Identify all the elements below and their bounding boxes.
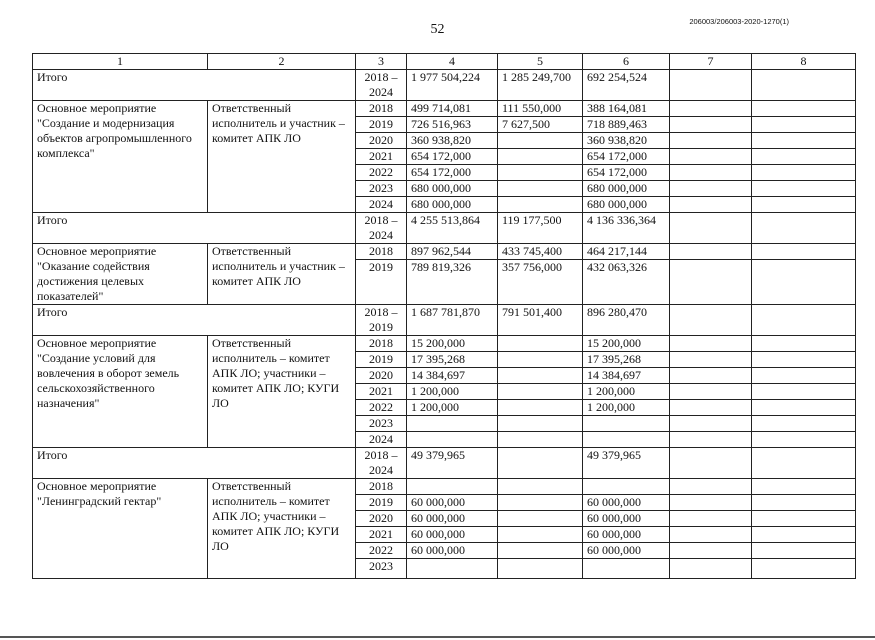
total-col4: 49 379,965 [407,448,498,479]
year-cell: 2018 [356,244,407,260]
total-label: Итого [33,448,356,479]
total-col7 [670,448,752,479]
total-col7 [670,213,752,244]
total-col8 [752,448,856,479]
amount-col5 [498,149,583,165]
amount-col5 [498,495,583,511]
total-col6: 49 379,965 [583,448,670,479]
year-cell: 2022 [356,165,407,181]
amount-col5: 357 756,000 [498,260,583,305]
responsible-party: Ответственный исполнитель и участник – комитет АПК ЛО [208,244,356,305]
amount-col5 [498,368,583,384]
total-col6: 896 280,470 [583,305,670,336]
year-cell: 2020 [356,511,407,527]
amount-col4 [407,416,498,432]
amount-col5 [498,511,583,527]
amount-col7 [670,527,752,543]
year-cell: 2019 [356,260,407,305]
amount-col8 [752,479,856,495]
amount-col5 [498,543,583,559]
amount-col6: 1 200,000 [583,400,670,416]
amount-col5: 7 627,500 [498,117,583,133]
amount-col5: 111 550,000 [498,101,583,117]
amount-col7 [670,416,752,432]
year-cell: 2021 [356,384,407,400]
year-cell: 2021 [356,149,407,165]
amount-col6: 654 172,000 [583,149,670,165]
amount-col7 [670,133,752,149]
amount-col4 [407,559,498,579]
col-header-2: 2 [208,54,356,70]
table-row [33,101,856,117]
amount-col4: 15 200,000 [407,336,498,352]
year-cell: 2018 [356,479,407,495]
amount-col6 [583,416,670,432]
total-col8 [752,305,856,336]
total-years: 2018 – 2019 [356,305,407,336]
amount-col4: 1 200,000 [407,400,498,416]
total-col5: 791 501,400 [498,305,583,336]
total-years: 2018 – 2024 [356,70,407,101]
total-col7 [670,305,752,336]
total-years: 2018 – 2024 [356,448,407,479]
measure-name: Основное мероприятие "Оказание содействия достижения целевых показателей" [33,244,208,305]
amount-col8 [752,527,856,543]
amount-col7 [670,165,752,181]
total-row [33,213,856,244]
responsible-party: Ответственный исполнитель и участник – комитет АПК ЛО [208,101,356,213]
total-col4: 1 687 781,870 [407,305,498,336]
total-col6: 4 136 336,364 [583,213,670,244]
amount-col7 [670,479,752,495]
amount-col8 [752,181,856,197]
year-cell: 2018 [356,101,407,117]
amount-col6: 60 000,000 [583,543,670,559]
amount-col5 [498,400,583,416]
amount-col4: 726 516,963 [407,117,498,133]
col-header-1: 1 [33,54,208,70]
amount-col8 [752,244,856,260]
amount-col8 [752,352,856,368]
amount-col6: 15 200,000 [583,336,670,352]
table-row [33,479,856,495]
year-cell: 2023 [356,416,407,432]
amount-col6: 360 938,820 [583,133,670,149]
amount-col4: 680 000,000 [407,181,498,197]
total-col8 [752,70,856,101]
amount-col4: 1 200,000 [407,384,498,400]
total-col5 [498,448,583,479]
amount-col8 [752,384,856,400]
amount-col6: 654 172,000 [583,165,670,181]
amount-col7 [670,559,752,579]
amount-col6 [583,559,670,579]
amount-col7 [670,149,752,165]
amount-col4: 14 384,697 [407,368,498,384]
amount-col8 [752,416,856,432]
amount-col7 [670,197,752,213]
total-col7 [670,70,752,101]
amount-col6: 1 200,000 [583,384,670,400]
measure-name: Основное мероприятие "Создание условий для вовлечения в оборот земель сельскохозяйственного назначения" [33,336,208,448]
amount-col7 [670,432,752,448]
amount-col6: 14 384,697 [583,368,670,384]
amount-col7 [670,495,752,511]
amount-col6: 680 000,000 [583,197,670,213]
amount-col7 [670,543,752,559]
total-row [33,448,856,479]
year-cell: 2024 [356,432,407,448]
amount-col7 [670,352,752,368]
amount-col4 [407,479,498,495]
amount-col6: 680 000,000 [583,181,670,197]
amount-col7 [670,400,752,416]
amount-col6: 464 217,144 [583,244,670,260]
amount-col8 [752,400,856,416]
amount-col4: 60 000,000 [407,543,498,559]
budget-table [32,53,856,579]
amount-col4: 680 000,000 [407,197,498,213]
year-cell: 2021 [356,527,407,543]
total-label: Итого [33,305,356,336]
amount-col4: 60 000,000 [407,495,498,511]
col-header-8: 8 [752,54,856,70]
amount-col5 [498,527,583,543]
amount-col5 [498,432,583,448]
col-header-4: 4 [407,54,498,70]
amount-col8 [752,495,856,511]
amount-col4 [407,432,498,448]
amount-col5: 433 745,400 [498,244,583,260]
amount-col6: 432 063,326 [583,260,670,305]
amount-col8 [752,543,856,559]
responsible-party: Ответственный исполнитель – комитет АПК ЛО; участники – комитет АПК ЛО; КУГИ ЛО [208,336,356,448]
responsible-party: Ответственный исполнитель – комитет АПК ЛО; участники – комитет АПК ЛО; КУГИ ЛО [208,479,356,579]
amount-col8 [752,197,856,213]
amount-col4: 499 714,081 [407,101,498,117]
amount-col7 [670,384,752,400]
amount-col4: 654 172,000 [407,165,498,181]
amount-col7 [670,511,752,527]
amount-col5 [498,181,583,197]
document-id: 206003/206003-2020-1270(1) [689,17,789,26]
amount-col5 [498,479,583,495]
page-bottom-edge [0,636,875,638]
amount-col4: 17 395,268 [407,352,498,368]
amount-col8 [752,133,856,149]
amount-col5 [498,133,583,149]
amount-col6: 17 395,268 [583,352,670,368]
col-header-6: 6 [583,54,670,70]
amount-col7 [670,244,752,260]
amount-col5 [498,197,583,213]
amount-col8 [752,260,856,305]
amount-col8 [752,149,856,165]
amount-col6 [583,479,670,495]
year-cell: 2018 [356,336,407,352]
amount-col5 [498,352,583,368]
amount-col4: 60 000,000 [407,527,498,543]
measure-name: Основное мероприятие "Создание и модернизация объектов агропромышленного комплекса" [33,101,208,213]
year-cell: 2024 [356,197,407,213]
total-row [33,70,856,101]
total-col5: 1 285 249,700 [498,70,583,101]
total-col4: 1 977 504,224 [407,70,498,101]
amount-col4: 654 172,000 [407,149,498,165]
amount-col4: 60 000,000 [407,511,498,527]
column-number-row [33,54,856,70]
total-col8 [752,213,856,244]
amount-col4: 897 962,544 [407,244,498,260]
amount-col8 [752,511,856,527]
amount-col8 [752,165,856,181]
amount-col5 [498,165,583,181]
amount-col7 [670,368,752,384]
amount-col8 [752,336,856,352]
year-cell: 2023 [356,181,407,197]
table-row [33,244,856,260]
total-col6: 692 254,524 [583,70,670,101]
amount-col7 [670,336,752,352]
amount-col7 [670,117,752,133]
year-cell: 2022 [356,400,407,416]
table-row [33,336,856,352]
amount-col5 [498,559,583,579]
year-cell: 2020 [356,133,407,149]
amount-col8 [752,117,856,133]
total-col5: 119 177,500 [498,213,583,244]
amount-col4: 789 819,326 [407,260,498,305]
amount-col6: 388 164,081 [583,101,670,117]
amount-col5 [498,384,583,400]
year-cell: 2022 [356,543,407,559]
measure-name: Основное мероприятие "Ленинградский гектар" [33,479,208,579]
amount-col8 [752,368,856,384]
year-cell: 2019 [356,352,407,368]
total-label: Итого [33,70,356,101]
total-years: 2018 – 2024 [356,213,407,244]
year-cell: 2019 [356,117,407,133]
amount-col5 [498,336,583,352]
amount-col6 [583,432,670,448]
amount-col8 [752,101,856,117]
year-cell: 2020 [356,368,407,384]
col-header-5: 5 [498,54,583,70]
amount-col7 [670,101,752,117]
amount-col4: 360 938,820 [407,133,498,149]
page-number: 52 [430,22,445,37]
amount-col6: 60 000,000 [583,527,670,543]
col-header-3: 3 [356,54,407,70]
year-cell: 2019 [356,495,407,511]
amount-col8 [752,432,856,448]
total-col4: 4 255 513,864 [407,213,498,244]
amount-col8 [752,559,856,579]
amount-col6: 60 000,000 [583,511,670,527]
amount-col6: 718 889,463 [583,117,670,133]
amount-col7 [670,181,752,197]
amount-col5 [498,416,583,432]
total-label: Итого [33,213,356,244]
year-cell: 2023 [356,559,407,579]
amount-col7 [670,260,752,305]
amount-col6: 60 000,000 [583,495,670,511]
total-row [33,305,856,336]
col-header-7: 7 [670,54,752,70]
